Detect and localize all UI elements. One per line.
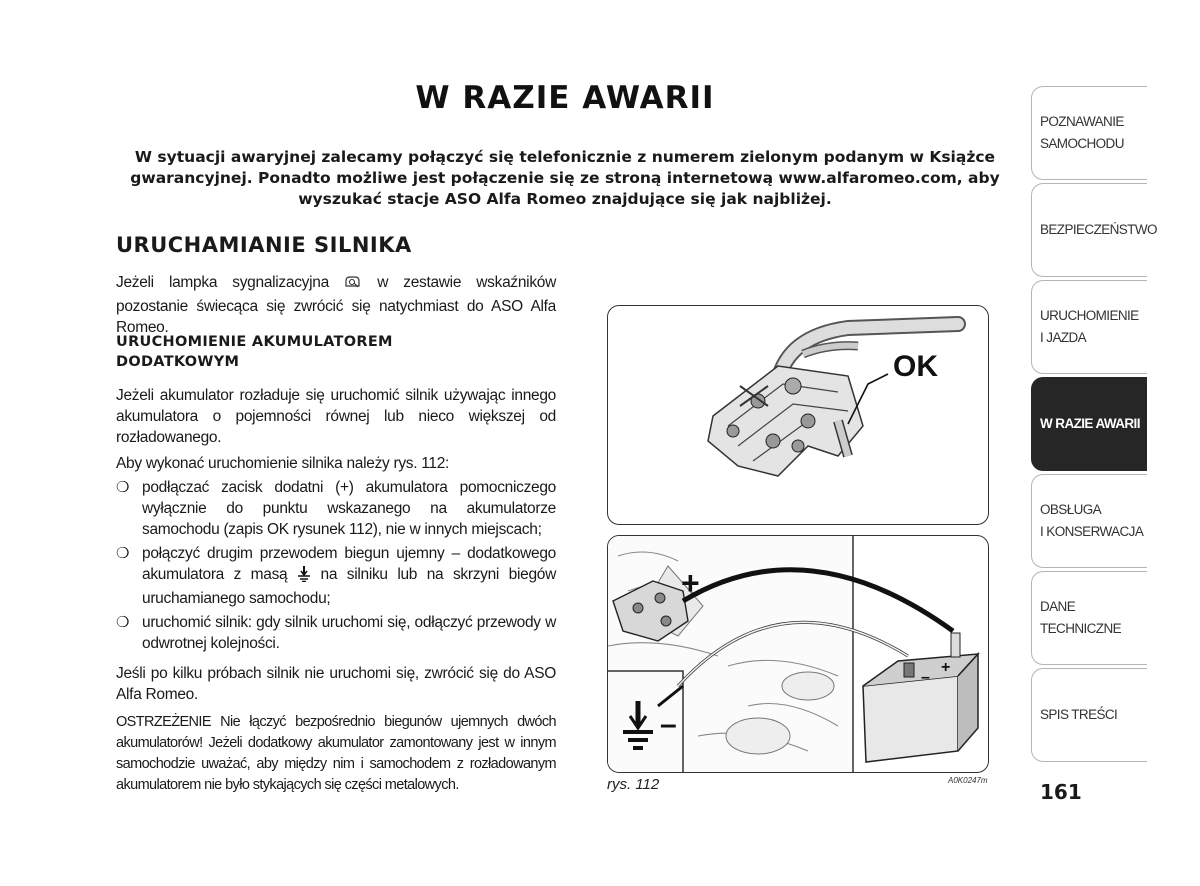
auxiliary-battery-paragraph: Jeżeli akumulator rozładuje się uruchomić silnik używając innego akumulatora o pojemności równej lub nieco większej od rozładowanego. xyxy=(116,387,556,446)
tab-poznawanie-samochodu[interactable]: POZNAWANIE SAMOCHODU xyxy=(1031,86,1147,180)
paragraph-text: Jeżeli lampka sygnalizacyjna xyxy=(116,274,329,291)
minus-label: – xyxy=(660,708,677,741)
bullet-marker: ❍ xyxy=(116,479,130,496)
list-item xyxy=(116,477,556,540)
tab-dane-techniczne[interactable]: DANE TECHNICZNE xyxy=(1031,571,1147,665)
battery-plus-label: + xyxy=(941,659,951,676)
retry-paragraph: Jeśli po kilku próbach silnik nie uruchomi się, zwrócić się do ASO Alfa Romeo. xyxy=(116,665,556,703)
instruction-list xyxy=(116,477,556,654)
figure-code: A0K0247m xyxy=(948,776,988,785)
list-item xyxy=(116,612,556,654)
plus-label: + xyxy=(681,565,700,601)
section-heading: URUCHAMIANIE SILNIKA xyxy=(116,233,412,257)
bullet-marker: ❍ xyxy=(116,614,130,631)
bullet-marker: ❍ xyxy=(116,545,130,562)
battery-terminal-illustration xyxy=(607,305,989,525)
list-item-text: na silniku lub na skrzyni biegów uruchamianego samochodu; xyxy=(142,566,556,607)
warning-paragraph xyxy=(116,712,556,796)
warning-label: OSTRZEŻENIE xyxy=(116,714,211,730)
list-item-text: podłączać zacisk dodatni (+) akumulatora pomocniczego wyłącznie do punktu wskazanego na akumulatorze samochodu (zapis OK rysunek 112), nie w innych miejscach; xyxy=(142,479,556,538)
jump-start-illustration xyxy=(607,535,989,773)
immobilizer-warning-icon xyxy=(344,275,362,296)
page-number: 161 xyxy=(1040,780,1082,804)
subheading: URUCHOMIENIE AKUMULATOREM DODATKOWYM xyxy=(116,334,393,370)
intro-column xyxy=(116,272,556,338)
figure-caption: rys. 112 xyxy=(607,776,660,793)
tab-uruchomienie-i-jazda[interactable]: URUCHOMIENIE I JAZDA xyxy=(1031,280,1147,374)
list-item-text: uruchomić silnik: gdy silnik uruchomi się, odłączyć przewody w odwrotnej kolejności. xyxy=(142,614,556,652)
intro-paragraph: W sytuacji awaryjnej zalecamy połączyć się telefonicznie z numerem zielonym podanym w Książce gwarancyjnej. Ponadto możliwe jest połączenie się ze stroną internetową www.alfaromeo.com, aby wyszukać stacje ASO Alfa Romeo znajdujące się jak najbliżej. xyxy=(130,148,1000,208)
battery-minus-label: – xyxy=(921,669,930,686)
tab-spis-tresci[interactable]: SPIS TREŚCI xyxy=(1031,668,1147,762)
tab-w-razie-awarii[interactable]: W RAZIE AWARII xyxy=(1031,377,1147,471)
tab-bezpieczenstwo[interactable]: BEZPIECZEŃSTWO xyxy=(1031,183,1147,277)
tab-obsluga-i-konserwacja[interactable]: OBSŁUGA I KONSERWACJA xyxy=(1031,474,1147,568)
ground-icon xyxy=(297,566,311,588)
ok-label: OK xyxy=(893,350,938,383)
instructions-intro: Aby wykonać uruchomienie silnika należy rys. 112: xyxy=(116,455,450,472)
page-title: W RAZIE AWARII xyxy=(415,80,715,116)
main-column xyxy=(116,385,556,796)
list-item-text: połączyć drugim przewodem biegun ujemny – dodatkowego akumulatora z masą xyxy=(142,545,556,583)
subheading-block xyxy=(116,332,446,372)
warning-lamp-paragraph xyxy=(116,272,556,338)
warning-text: Nie łączyć bezpośrednio biegunów ujemnych dwóch akumulatorów! Jeżeli dodatkowy akumulator zamontowany jest w innym samochodzie uważać, aby między nim i samochodem z rozładowanym akumulatorem nie było stykających się części metalowych. xyxy=(116,714,556,793)
paragraph-text: w zestawie wskaźników pozostanie świecąca się zwrócić się natychmiast do ASO Alfa Romeo. xyxy=(116,274,556,336)
list-item xyxy=(116,543,556,609)
